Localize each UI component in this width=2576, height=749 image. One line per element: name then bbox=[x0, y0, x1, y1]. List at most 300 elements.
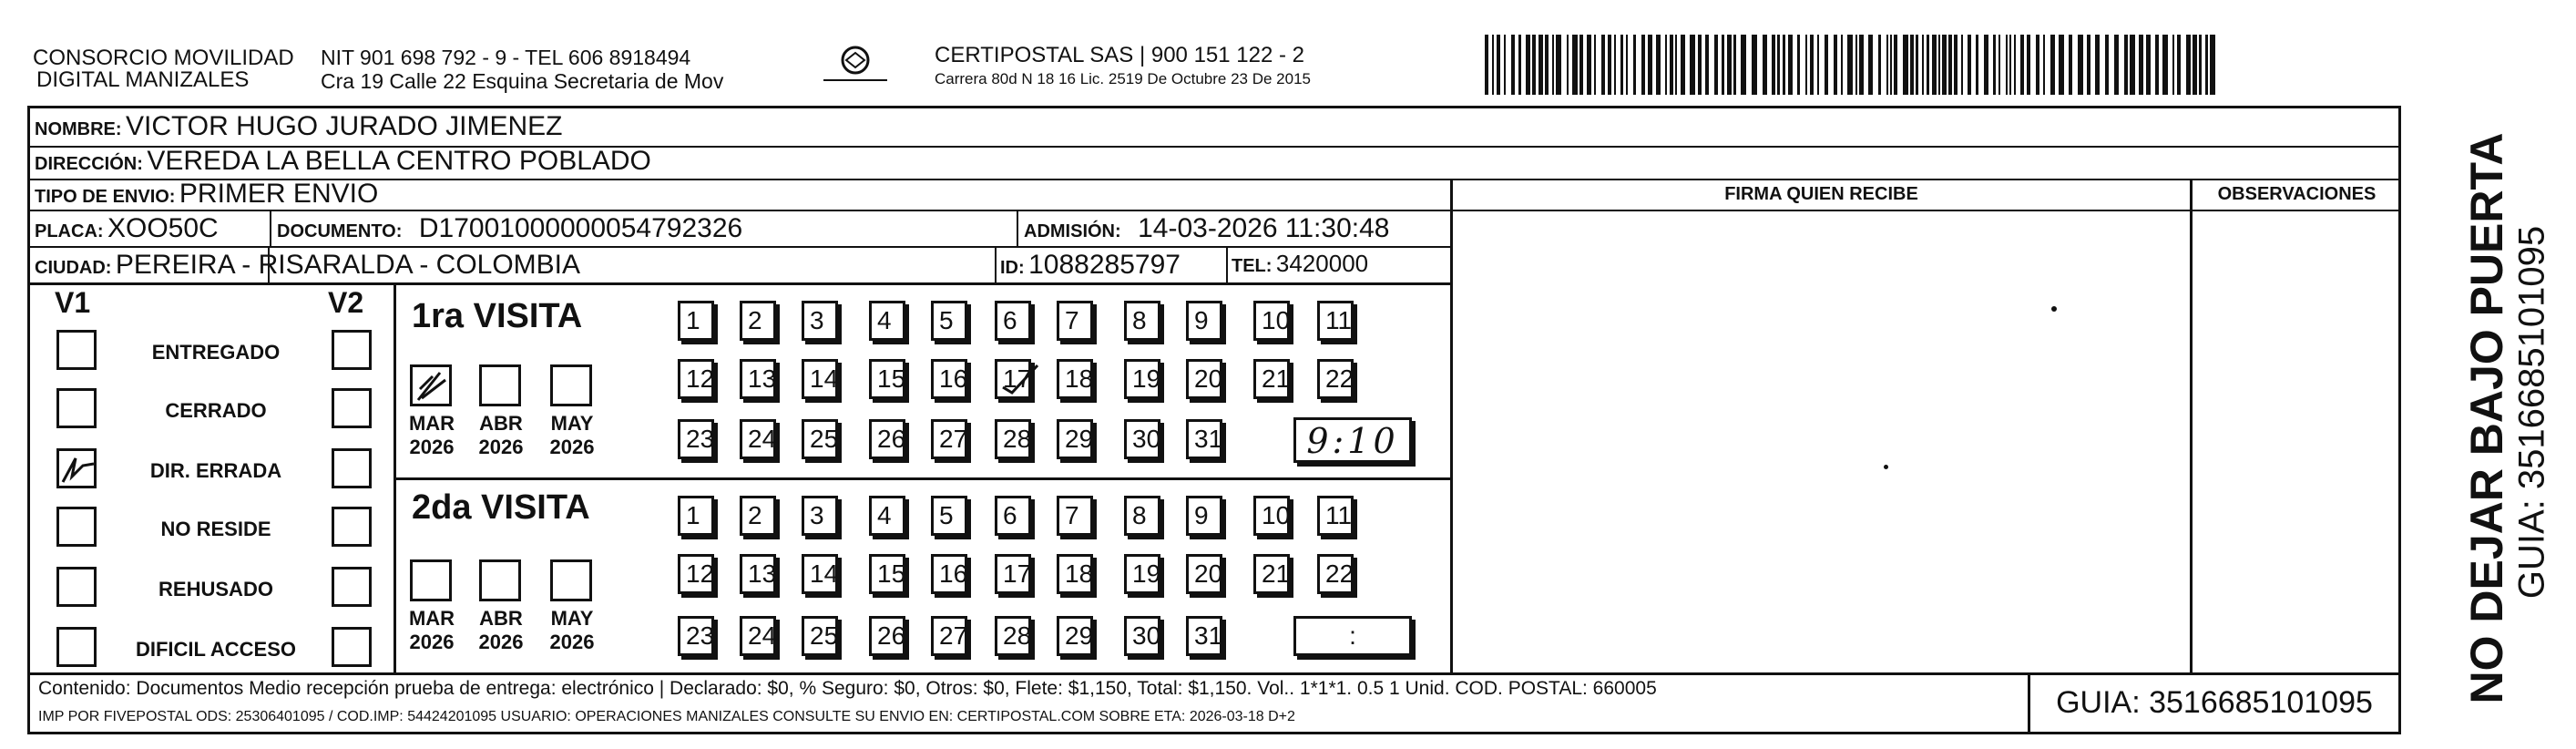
barcode-bar bbox=[2009, 35, 2011, 95]
barcode-bar bbox=[1942, 35, 1947, 95]
month-label: MAR bbox=[408, 412, 455, 435]
barcode-bar bbox=[2186, 35, 2191, 95]
barcode-bar bbox=[1752, 35, 1757, 95]
barcode-bar bbox=[1626, 35, 1628, 95]
barcode-bar bbox=[1504, 35, 1506, 95]
day-label: 5 bbox=[939, 306, 954, 334]
barcode-bar bbox=[1788, 35, 1793, 95]
day-label: 5 bbox=[939, 501, 954, 529]
barcode-bar bbox=[1608, 35, 1611, 95]
day-label: 14 bbox=[810, 364, 839, 393]
day-label: 22 bbox=[1325, 559, 1354, 588]
day-label: 18 bbox=[1065, 559, 1094, 588]
day-label: 16 bbox=[939, 364, 968, 393]
month-label: MAY bbox=[550, 607, 594, 630]
day-checkbox-15[interactable] bbox=[869, 359, 905, 399]
day-label: 19 bbox=[1132, 364, 1161, 393]
barcode-bar bbox=[1733, 35, 1736, 95]
day-label: 9 bbox=[1194, 501, 1209, 529]
barcode-bar bbox=[2095, 35, 2100, 95]
barcode-bar bbox=[1984, 35, 1988, 95]
address-row bbox=[35, 146, 651, 177]
status-option-label: REHUSADO bbox=[158, 578, 273, 600]
day-checkbox-28[interactable] bbox=[995, 616, 1031, 656]
day-label: 1 bbox=[686, 306, 700, 334]
day-label: 11 bbox=[1325, 306, 1353, 334]
barcode-bar bbox=[1932, 35, 1937, 95]
day-checkbox-30[interactable] bbox=[1124, 616, 1160, 656]
day-label: 12 bbox=[686, 559, 715, 588]
barcode-bar bbox=[1841, 35, 1843, 95]
day-checkbox-29[interactable] bbox=[1057, 616, 1093, 656]
v2-checkbox-1[interactable] bbox=[332, 388, 372, 428]
barcode bbox=[1485, 35, 2215, 95]
day-checkbox-5[interactable] bbox=[931, 496, 967, 536]
barcode-bar bbox=[1922, 35, 1924, 95]
consortium-line1: CONSORCIO MOVILIDAD bbox=[33, 46, 294, 70]
status-option-label: ENTREGADO bbox=[151, 341, 281, 364]
day-checkbox-9[interactable] bbox=[1186, 496, 1222, 536]
day-label: 2 bbox=[748, 306, 762, 334]
barcode-bar bbox=[1670, 35, 1673, 95]
barcode-bar bbox=[2027, 35, 2030, 95]
consortium-name bbox=[33, 47, 294, 91]
barcode-bar bbox=[1538, 35, 1543, 95]
barcode-bar bbox=[2087, 35, 2090, 95]
day-label: 17 bbox=[1003, 364, 1032, 393]
day-label: 15 bbox=[877, 559, 906, 588]
day-label: 19 bbox=[1132, 559, 1161, 588]
day-checkbox-18[interactable] bbox=[1057, 359, 1093, 399]
barcode-bar bbox=[2069, 35, 2072, 95]
address-line: Cra 19 Calle 22 Esquina Secretaria de Mov bbox=[321, 69, 724, 93]
barcode-bar bbox=[1783, 35, 1785, 95]
day-label: 8 bbox=[1132, 501, 1147, 529]
day-checkbox-4[interactable] bbox=[869, 301, 905, 341]
day-checkbox-27[interactable] bbox=[931, 616, 967, 656]
barcode-bar bbox=[1620, 35, 1623, 95]
barcode-bar bbox=[1817, 35, 1819, 95]
v2-checkbox-2[interactable] bbox=[332, 448, 372, 488]
day-checkbox-21[interactable] bbox=[1253, 554, 1290, 594]
barcode-bar bbox=[2078, 35, 2083, 95]
barcode-bar bbox=[2050, 35, 2055, 95]
day-checkbox-17[interactable] bbox=[995, 554, 1031, 594]
v1-checkbox-2[interactable] bbox=[56, 448, 97, 488]
signature-area[interactable] bbox=[1453, 211, 2190, 672]
day-checkbox-4[interactable] bbox=[869, 496, 905, 536]
barcode-bar bbox=[1805, 35, 1807, 95]
day-checkbox-3[interactable] bbox=[802, 301, 838, 341]
day-label: 25 bbox=[810, 621, 839, 650]
barcode-bar bbox=[1648, 35, 1652, 95]
barcode-bar bbox=[1810, 35, 1814, 95]
v2-checkbox-5[interactable] bbox=[332, 627, 372, 667]
month-label: MAR bbox=[408, 607, 455, 630]
barcode-bar bbox=[2177, 35, 2181, 95]
day-label: 6 bbox=[1003, 306, 1017, 334]
barcode-bar bbox=[1675, 35, 1677, 95]
day-checkbox-22[interactable] bbox=[1317, 359, 1354, 399]
day-label: 8 bbox=[1132, 306, 1147, 334]
barcode-bar bbox=[1572, 35, 1578, 95]
day-checkbox-28[interactable] bbox=[995, 419, 1031, 459]
barcode-bar bbox=[1968, 35, 1971, 95]
day-label: 31 bbox=[1194, 425, 1223, 453]
barcode-bar bbox=[1797, 35, 1800, 95]
v1-checkbox-1[interactable] bbox=[56, 388, 97, 428]
day-checkbox-29[interactable] bbox=[1057, 419, 1093, 459]
barcode-bar bbox=[2210, 35, 2215, 95]
day-checkbox-2[interactable] bbox=[740, 301, 776, 341]
recipient-tel: 3420000 bbox=[1275, 250, 1369, 277]
barcode-bar bbox=[1714, 35, 1718, 95]
barcode-bar bbox=[2130, 35, 2135, 95]
visit2-title: 2da VISITA bbox=[412, 488, 590, 527]
barcode-bar bbox=[2146, 35, 2151, 95]
day-label: 18 bbox=[1065, 364, 1094, 393]
month-checkbox-mar[interactable] bbox=[410, 364, 452, 406]
city-row bbox=[35, 250, 580, 281]
send-type-label: TIPO DE ENVIO: bbox=[35, 187, 176, 207]
day-checkbox-3[interactable] bbox=[802, 496, 838, 536]
side-label bbox=[2405, 128, 2576, 711]
day-checkbox-25[interactable] bbox=[802, 419, 838, 459]
day-checkbox-22[interactable] bbox=[1317, 554, 1354, 594]
barcode-bar bbox=[1777, 35, 1780, 95]
day-checkbox-15[interactable] bbox=[869, 554, 905, 594]
barcode-bar bbox=[1665, 35, 1667, 95]
v1-checkbox-3[interactable] bbox=[56, 507, 97, 547]
day-label: 30 bbox=[1132, 621, 1161, 650]
name-row bbox=[35, 111, 562, 142]
v1-checkbox-5[interactable] bbox=[56, 627, 97, 667]
v2-checkbox-3[interactable] bbox=[332, 507, 372, 547]
day-checkbox-26[interactable] bbox=[869, 616, 905, 656]
day-checkbox-13[interactable] bbox=[740, 554, 776, 594]
month-year-label bbox=[404, 607, 459, 654]
month-year-label bbox=[545, 412, 599, 459]
year-label: 2026 bbox=[478, 436, 524, 458]
barcode-bar bbox=[2020, 35, 2024, 95]
day-label: 27 bbox=[939, 425, 968, 453]
day-checkbox-31[interactable] bbox=[1186, 616, 1222, 656]
barcode-bar bbox=[1587, 35, 1591, 95]
plate-field bbox=[35, 213, 219, 244]
visit1-time-box[interactable] bbox=[1293, 417, 1412, 463]
barcode-bar bbox=[1705, 35, 1709, 95]
day-label: 30 bbox=[1132, 425, 1161, 453]
plate: XOO50C bbox=[107, 213, 219, 243]
month-label: ABR bbox=[479, 607, 523, 630]
barcode-bar bbox=[1633, 35, 1636, 95]
check-mark-icon bbox=[59, 451, 96, 487]
send-type: PRIMER ENVIO bbox=[179, 179, 379, 209]
nit-line: NIT 901 698 792 - 9 - TEL 606 8918494 bbox=[321, 46, 691, 69]
month-checkbox-may[interactable] bbox=[550, 559, 592, 601]
year-label: 2026 bbox=[549, 631, 595, 653]
day-checkbox-1[interactable] bbox=[678, 496, 714, 536]
barcode-bar bbox=[1579, 35, 1583, 95]
day-label: 14 bbox=[810, 559, 839, 588]
barcode-bar bbox=[1681, 35, 1685, 95]
barcode-bar bbox=[1903, 35, 1908, 95]
handwritten-check-icon bbox=[999, 362, 1043, 398]
barcode-bar bbox=[2124, 35, 2128, 95]
barcode-bar bbox=[1526, 35, 1530, 95]
barcode-bar bbox=[1492, 35, 1494, 95]
barcode-bar bbox=[1772, 35, 1775, 95]
barcode-bar bbox=[1868, 35, 1873, 95]
day-label: 13 bbox=[748, 559, 777, 588]
day-checkbox-16[interactable] bbox=[931, 359, 967, 399]
day-checkbox-7[interactable] bbox=[1057, 301, 1093, 341]
day-label: 27 bbox=[939, 621, 968, 650]
day-checkbox-11[interactable] bbox=[1317, 496, 1354, 536]
barcode-bar bbox=[2205, 35, 2208, 95]
admission-field bbox=[1024, 213, 1389, 244]
day-label: 28 bbox=[1003, 425, 1032, 453]
barcode-bar bbox=[1948, 35, 1952, 95]
month-year-label bbox=[545, 607, 599, 654]
admission-date: 14-03-2026 11:30:48 bbox=[1138, 213, 1390, 243]
day-checkbox-27[interactable] bbox=[931, 419, 967, 459]
slash-mark-icon bbox=[413, 367, 451, 405]
courier-address: Carrera 80d N 18 16 Lic. 2519 De Octubre 23 De 2015 bbox=[935, 70, 1311, 87]
admission-label: ADMISIÓN: bbox=[1024, 221, 1121, 241]
day-label: 24 bbox=[748, 425, 777, 453]
barcode-bar bbox=[1594, 35, 1596, 95]
month-year-label bbox=[474, 412, 528, 459]
barcode-bar bbox=[1741, 35, 1746, 95]
barcode-bar bbox=[1859, 35, 1864, 95]
tel-field bbox=[1232, 250, 1368, 278]
barcode-bar bbox=[1532, 35, 1536, 95]
barcode-bar bbox=[1976, 35, 1978, 95]
day-checkbox-31[interactable] bbox=[1186, 419, 1222, 459]
barcode-bar bbox=[1886, 35, 1888, 95]
day-label: 4 bbox=[877, 306, 892, 334]
day-label: 2 bbox=[748, 501, 762, 529]
consortium-line2: DIGITAL MANIZALES bbox=[36, 67, 250, 92]
day-label: 3 bbox=[810, 501, 824, 529]
signature-header: FIRMA QUIEN RECIBE bbox=[1724, 184, 1918, 204]
day-checkbox-13[interactable] bbox=[740, 359, 776, 399]
barcode-bar bbox=[1511, 35, 1515, 95]
barcode-bar bbox=[1698, 35, 1702, 95]
month-label: MAY bbox=[550, 412, 594, 435]
status-option-label: DIFICIL ACCESO bbox=[135, 638, 296, 661]
day-checkbox-12[interactable] bbox=[678, 359, 714, 399]
year-label: 2026 bbox=[409, 436, 455, 458]
courier-name: CERTIPOSTAL SAS | 900 151 122 - 2 bbox=[935, 43, 1304, 67]
contents-line: Contenido: Documentos Medio recepción prueba de entrega: electrónico | Declarado: $0, % Seguro: $0, Otros: $0, Flete: $1,150, Total: $1,150. Vol.. 1*1*1. 0.5 1 Unid. COD. POSTAL: 660005 bbox=[38, 678, 1657, 699]
ink-dot bbox=[1884, 465, 1888, 469]
id-label: ID: bbox=[1000, 258, 1025, 278]
day-checkbox-6[interactable] bbox=[995, 301, 1031, 341]
v1-checkbox-0[interactable] bbox=[56, 330, 97, 370]
barcode-bar bbox=[1567, 35, 1569, 95]
day-label: 17 bbox=[1003, 559, 1032, 588]
day-checkbox-14[interactable] bbox=[802, 554, 838, 594]
barcode-bar bbox=[2172, 35, 2174, 95]
day-checkbox-23[interactable] bbox=[678, 419, 714, 459]
day-label: 7 bbox=[1065, 501, 1079, 529]
day-label: 22 bbox=[1325, 364, 1354, 393]
visit2-time-box[interactable] bbox=[1293, 616, 1412, 656]
day-label: 3 bbox=[810, 306, 824, 334]
day-checkbox-7[interactable] bbox=[1057, 496, 1093, 536]
month-checkbox-mar[interactable] bbox=[410, 559, 452, 601]
courier-info bbox=[935, 44, 1311, 91]
month-checkbox-abr[interactable] bbox=[479, 559, 521, 601]
day-checkbox-24[interactable] bbox=[740, 419, 776, 459]
barcode-bar bbox=[2199, 35, 2202, 95]
barcode-bar bbox=[1614, 35, 1616, 95]
barcode-bar bbox=[2155, 35, 2159, 95]
v2-checkbox-0[interactable] bbox=[332, 330, 372, 370]
barcode-bar bbox=[1601, 35, 1605, 95]
day-checkbox-25[interactable] bbox=[802, 616, 838, 656]
courier-logo bbox=[814, 42, 896, 97]
barcode-bar bbox=[1847, 35, 1853, 95]
day-label: 11 bbox=[1325, 501, 1353, 529]
day-label: 24 bbox=[748, 621, 777, 650]
day-checkbox-20[interactable] bbox=[1186, 554, 1222, 594]
barcode-bar bbox=[1961, 35, 1963, 95]
month-checkbox-may[interactable] bbox=[550, 364, 592, 406]
barcode-bar bbox=[2105, 35, 2109, 95]
day-checkbox-30[interactable] bbox=[1124, 419, 1160, 459]
barcode-bar bbox=[1834, 35, 1837, 95]
barcode-bar bbox=[1910, 35, 1914, 95]
day-checkbox-14[interactable] bbox=[802, 359, 838, 399]
day-checkbox-19[interactable] bbox=[1124, 359, 1160, 399]
tel-label: TEL: bbox=[1232, 256, 1273, 276]
barcode-bar bbox=[1927, 35, 1929, 95]
day-checkbox-19[interactable] bbox=[1124, 554, 1160, 594]
day-checkbox-18[interactable] bbox=[1057, 554, 1093, 594]
year-label: 2026 bbox=[478, 631, 524, 653]
barcode-bar bbox=[1825, 35, 1828, 95]
barcode-bar bbox=[1552, 35, 1554, 95]
barcode-bar bbox=[1497, 35, 1500, 95]
day-label: 1 bbox=[686, 501, 700, 529]
barcode-bar bbox=[2006, 35, 2008, 95]
footer-guide: GUIA: 3516685101095 bbox=[2056, 685, 2373, 720]
day-checkbox-5[interactable] bbox=[931, 301, 967, 341]
day-checkbox-20[interactable] bbox=[1186, 359, 1222, 399]
day-label: 10 bbox=[1262, 501, 1291, 529]
barcode-bar bbox=[1938, 35, 1940, 95]
day-label: 10 bbox=[1262, 306, 1291, 334]
day-checkbox-6[interactable] bbox=[995, 496, 1031, 536]
barcode-bar bbox=[2162, 35, 2168, 95]
day-checkbox-2[interactable] bbox=[740, 496, 776, 536]
barcode-bar bbox=[2036, 35, 2039, 95]
recipient-id: 1088285797 bbox=[1028, 250, 1181, 280]
observations-area[interactable] bbox=[2193, 211, 2401, 672]
day-checkbox-11[interactable] bbox=[1317, 301, 1354, 341]
day-label: 23 bbox=[686, 621, 715, 650]
barcode-bar bbox=[1855, 35, 1857, 95]
day-label: 25 bbox=[810, 425, 839, 453]
day-checkbox-10[interactable] bbox=[1253, 496, 1290, 536]
day-checkbox-21[interactable] bbox=[1253, 359, 1290, 399]
v2-checkbox-4[interactable] bbox=[332, 567, 372, 607]
visit2-time: : bbox=[1349, 621, 1356, 650]
month-label: ABR bbox=[479, 412, 523, 435]
observations-header: OBSERVACIONES bbox=[2217, 184, 2377, 204]
id-field bbox=[1000, 250, 1181, 281]
day-checkbox-8[interactable] bbox=[1124, 496, 1160, 536]
day-label: 29 bbox=[1065, 425, 1094, 453]
day-checkbox-12[interactable] bbox=[678, 554, 714, 594]
year-label: 2026 bbox=[409, 631, 455, 653]
month-checkbox-abr[interactable] bbox=[479, 364, 521, 406]
v2-label: V2 bbox=[328, 286, 364, 319]
print-line: IMP POR FIVEPOSTAL ODS: 25306401095 / COD.IMP: 54424201095 USUARIO: OPERACIONES MANIZALES CONSULTE SU ENVIO EN: CERTIPOSTAL.COM SOBRE ETA: 2026-03-18 D+2 bbox=[38, 709, 1295, 724]
barcode-bar bbox=[1894, 35, 1897, 95]
day-label: 31 bbox=[1194, 621, 1223, 650]
day-checkbox-16[interactable] bbox=[931, 554, 967, 594]
recipient-address: VEREDA LA BELLA CENTRO POBLADO bbox=[147, 146, 651, 176]
day-label: 20 bbox=[1194, 364, 1223, 393]
day-label: 6 bbox=[1003, 501, 1017, 529]
day-label: 4 bbox=[877, 501, 892, 529]
day-label: 26 bbox=[877, 621, 906, 650]
barcode-bar bbox=[1727, 35, 1732, 95]
day-label: 12 bbox=[686, 364, 715, 393]
day-checkbox-24[interactable] bbox=[740, 616, 776, 656]
month-year-label bbox=[404, 412, 459, 459]
day-checkbox-8[interactable] bbox=[1124, 301, 1160, 341]
day-label: 28 bbox=[1003, 621, 1032, 650]
day-label: 16 bbox=[939, 559, 968, 588]
barcode-bar bbox=[2043, 35, 2045, 95]
barcode-bar bbox=[1518, 35, 1521, 95]
day-checkbox-1[interactable] bbox=[678, 301, 714, 341]
barcode-bar bbox=[2139, 35, 2143, 95]
status-option-label: CERRADO bbox=[165, 399, 267, 422]
day-checkbox-26[interactable] bbox=[869, 419, 905, 459]
v1-label: V1 bbox=[55, 286, 91, 319]
day-checkbox-23[interactable] bbox=[678, 616, 714, 656]
name-label: NOMBRE: bbox=[35, 119, 122, 139]
day-checkbox-9[interactable] bbox=[1186, 301, 1222, 341]
barcode-bar bbox=[1690, 35, 1695, 95]
barcode-bar bbox=[1993, 35, 1996, 95]
side-guide: GUIA: 3516685101095 bbox=[2511, 225, 2552, 600]
barcode-bar bbox=[1656, 35, 1661, 95]
day-checkbox-17[interactable] bbox=[995, 359, 1031, 399]
barcode-bar bbox=[1545, 35, 1549, 95]
day-label: 9 bbox=[1194, 306, 1209, 334]
day-label: 15 bbox=[877, 364, 906, 393]
v1-checkbox-4[interactable] bbox=[56, 567, 97, 607]
month-year-label bbox=[474, 607, 528, 654]
consortium-contact bbox=[321, 46, 723, 93]
day-checkbox-10[interactable] bbox=[1253, 301, 1290, 341]
year-label: 2026 bbox=[549, 436, 595, 458]
day-label: 20 bbox=[1194, 559, 1223, 588]
recipient-name: VICTOR HUGO JURADO JIMENEZ bbox=[126, 111, 563, 141]
status-option-label: NO RESIDE bbox=[160, 518, 271, 540]
no-under-door-warning: NO DEJAR BAJO PUERTA bbox=[2461, 132, 2512, 704]
day-label: 21 bbox=[1262, 364, 1291, 393]
visit1-time: 9:10 bbox=[1306, 421, 1399, 461]
barcode-bar bbox=[1556, 35, 1561, 95]
